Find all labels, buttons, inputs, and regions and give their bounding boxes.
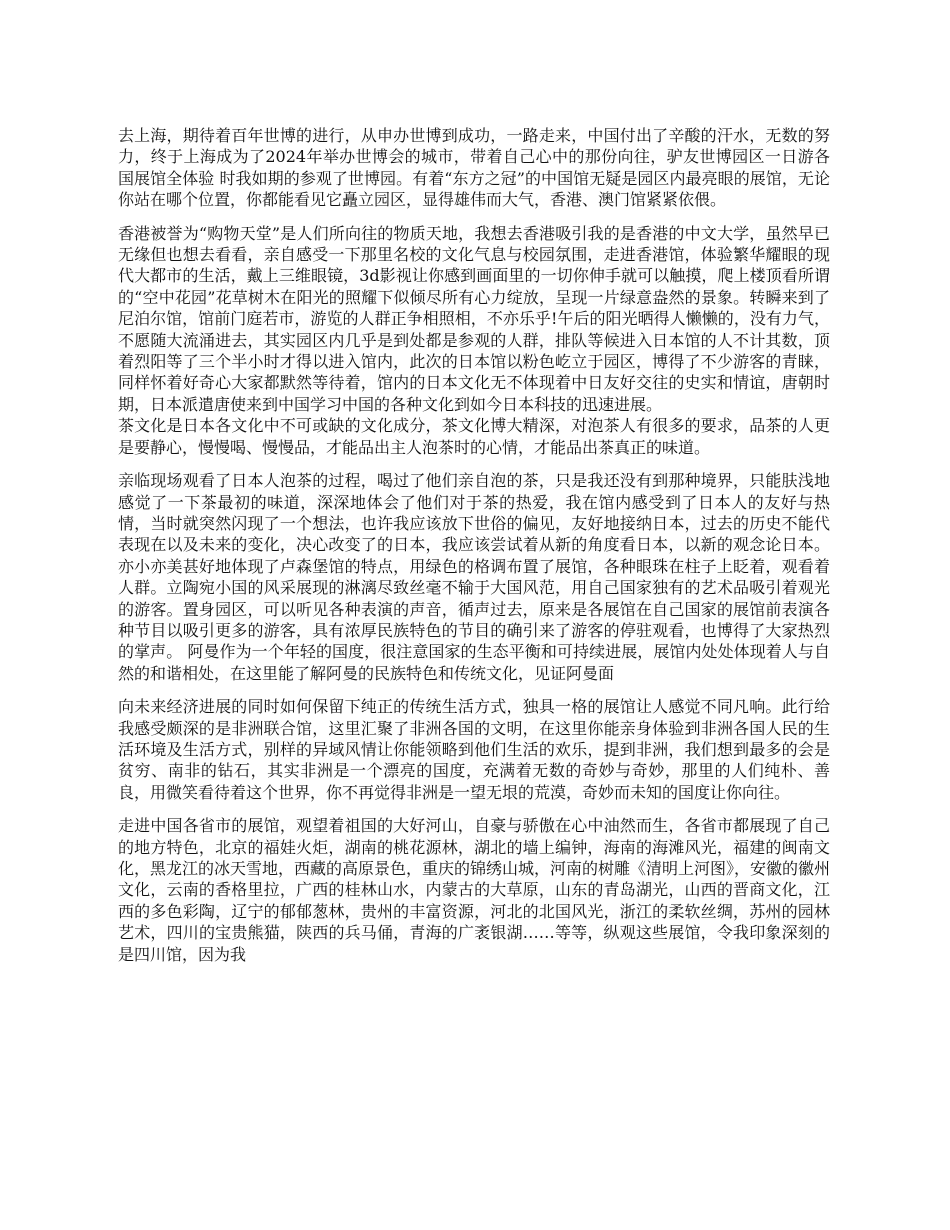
paragraph-china-provinces: 走进中国各省市的展馆，观望着祖国的大好河山，自豪与骄傲在心中油然而生，各省市都展现了自己的地方特色，北京的福娃火炬，湖南的桃花源林，湖北的墙上编钟，海南的海滩风光，福建的闽南文化，黑龙江的冰天雪地，西藏的高原景色，重庆的锦绣山城，河南的树雕《清明上河图》，安徽的徽州文化，云南的香格里拉，广西的桂林山水，内蒙古的大草原，山东的青岛湖光，山西的晋商文化，江西的多色彩陶，辽宁的郁郁葱林，贵州的丰富资源，河北的北国风光，浙江的柔软丝绸，苏州的园林艺术，四川的宝贵熊猫，陕西的兵马俑，青海的广袤银湖……等等，纵观这些展馆，令我印象深刻的是四川馆，因为我 (118, 816, 831, 964)
paragraph-japanese-tea-experience: 亲临现场观看了日本人泡茶的过程，喝过了他们亲自泡的茶，只是我还没有到那种境界，只能肤浅地感觉了一下茶最初的味道，深深地体会了他们对于茶的热爱，我在馆内感受到了日本人的友好与热情，当时就突然闪现了一个想法，也许我应该放下世俗的偏见，友好地接纳日本，过去的历史不能代表现在以及未来的变化，决心改变了的日本，我应该尝试着从新的角度看日本，以新的观念论日本。亦小亦美甚好地体现了卢森堡馆的特点，用绿色的格调布置了展馆，各种眼珠在柱子上眨着，观看着人群。立陶宛小国的风采展现的淋漓尽致丝毫不输于大国风范，用自己国家独有的艺术品吸引着观光的游客。置身园区，可以听见各种表演的声音，循声过去，原来是各展馆在自己国家的展馆前表演各种节目以吸引更多的游客，具有浓厚民族特色的节目的确引来了游客的停驻观看，也博得了大家热烈的掌声。 阿曼作为一个年轻的国度，很注意国家的生态平衡和可持续进展，展馆内处处体现着人与自然的和谐相处，在这里能了解阿曼的民族特色和传统文化，见证阿曼面 (118, 471, 830, 683)
paragraph-tea-culture: 茶文化是日本各文化中不可或缺的文化成分，茶文化博大精深，对泡茶人有很多的要求，品茶的人更是要静心，慢慢喝、慢慢品，才能品出主人泡茶时的心情，才能品出茶真正的味道。 (118, 416, 830, 457)
paragraph-africa-pavilion: 向未来经济进展的同时如何保留下纯正的传统生活方式，独具一格的展馆让人感觉不同凡响。此行给我感受颇深的是非洲联合馆，这里汇聚了非洲各国的文明，在这里你能亲身体验到非洲各国人民的生活环境及生活方式，别样的异域风情让你能领略到他们生活的欢乐，提到非洲，我们想到最多的会是贫穷、南非的钻石，其实非洲是一个漂亮的国度，充满着无数的奇妙与奇妙，那里的人们纯朴、善良，用微笑看待着这个世界，你不再觉得非洲是一望无垠的荒漠，奇妙而未知的国度让你向往。 (118, 697, 830, 802)
document-body (118, 125, 830, 977)
paragraph-shanghai-expo-intro: 去上海，期待着百年世博的进行，从申办世博到成功，一路走来，中国付出了辛酸的汗水，无数的努力，终于上海成为了2024年举办世博会的城市，带着自己心中的那份向往，驴友世博园区一日游各国展馆全体验 时我如期的参观了世博园。有着“东方之冠”的中国馆无疑是园区内最亮眼的展馆，无论你站在哪个位置，你都能看见它矗立园区，显得雄伟而大气，香港、澳门馆紧紧依偎。 (118, 126, 830, 210)
paragraph-hongkong-japan-pavilion: 香港被誉为“购物天堂”是人们所向往的物质天地，我想去香港吸引我的是香港的中文大学，虽然早已无缘但也想去看看，亲自感受一下那里名校的文化气息与校园氛围，走进香港馆，体验繁华耀眼的现代大都市的生活，戴上三维眼镜，3d影视让你感到画面里的一切你伸手就可以触摸，爬上楼顶看所谓的“空中花园”花草树木在阳光的照耀下似倾尽所有心力绽放，呈现一片绿意盎然的景象。转瞬来到了尼泊尔馆，馆前门庭若市，游览的人群正争相照相，不亦乐乎!午后的阳光晒得人懒懒的，没有力气，不愿随大流涌进去，其实园区内几乎是到处都是参观的人群，排队等候进入日本馆的人不计其数，顶着烈阳等了三个半小时才得以进入馆内，此次的日本馆以粉色屹立于园区，博得了不少游客的青睐，同样怀着好奇心大家都默然等待着，馆内的日本文化无不体现着中日友好交往的史实和情谊，唐朝时期，日本派遣唐使来到中国学习中国的各种文化到如今日本科技的迅速进展。 (118, 223, 830, 414)
